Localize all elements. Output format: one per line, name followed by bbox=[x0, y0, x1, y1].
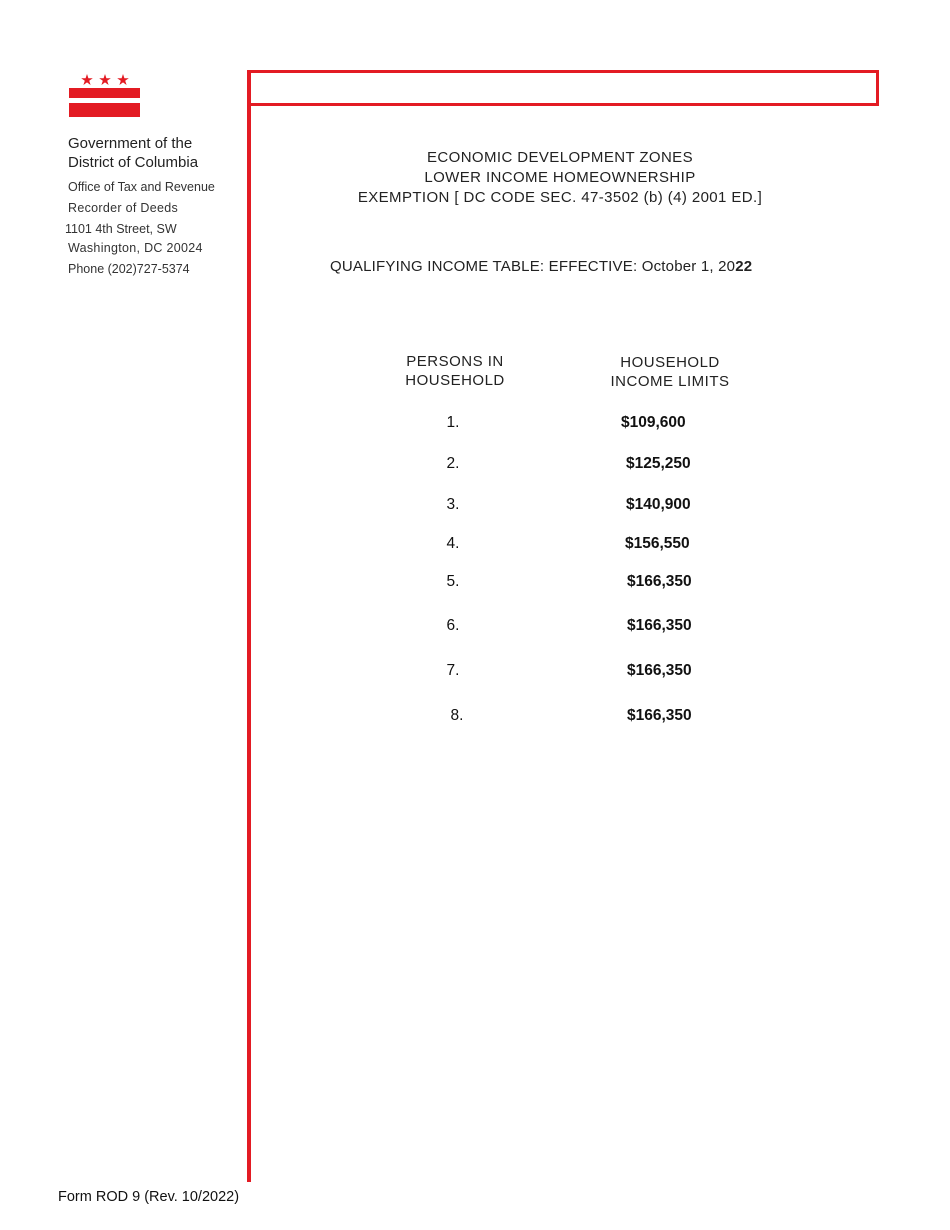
row-persons: 1. bbox=[446, 414, 460, 431]
star-icon bbox=[81, 74, 93, 85]
government-line1: Government of the bbox=[68, 135, 193, 152]
star-icons bbox=[81, 74, 129, 85]
row-income-limit: $125,250 bbox=[626, 455, 691, 472]
row-income-limit: $166,350 bbox=[627, 662, 692, 679]
row-income-limit: $166,350 bbox=[627, 573, 692, 590]
star-icon bbox=[99, 74, 111, 85]
phone-number: Phone (202)727-5374 bbox=[68, 262, 190, 276]
qualifying-effective-line bbox=[330, 258, 752, 275]
header-persons bbox=[385, 352, 525, 390]
flag-bar-bottom bbox=[69, 103, 140, 117]
row-persons: 3. bbox=[446, 496, 460, 513]
header-persons-line1: PERSONS IN bbox=[406, 353, 504, 370]
header-income bbox=[590, 353, 750, 391]
title-line2: LOWER INCOME HOMEOWNERSHIP bbox=[424, 169, 696, 186]
dc-flag-logo bbox=[69, 72, 141, 118]
division-name: Recorder of Deeds bbox=[68, 201, 179, 215]
row-persons: 7. bbox=[446, 662, 460, 679]
red-vertical-rule bbox=[247, 70, 251, 1182]
government-line2: District of Columbia bbox=[68, 154, 199, 171]
row-persons: 2. bbox=[446, 455, 460, 472]
title-line3: EXEMPTION [ DC CODE SEC. 47-3502 (b) (4) 2001 ED.] bbox=[357, 189, 763, 206]
street-address: 1101 4th Street, SW bbox=[65, 222, 177, 236]
red-header-box bbox=[247, 70, 879, 106]
government-name bbox=[68, 134, 198, 172]
row-persons: 6. bbox=[446, 617, 460, 634]
header-income-line2: INCOME LIMITS bbox=[610, 373, 730, 390]
row-income-limit: $166,350 bbox=[627, 707, 692, 724]
city-address: Washington, DC 20024 bbox=[68, 241, 203, 255]
header-persons-line2: HOUSEHOLD bbox=[405, 372, 505, 389]
flag-bar-top bbox=[69, 88, 140, 98]
star-icon bbox=[117, 74, 129, 85]
document-title bbox=[300, 148, 820, 208]
row-persons: 4. bbox=[446, 535, 460, 552]
effective-date-suffix: 22 bbox=[735, 258, 753, 275]
effective-date-prefix: October 1, 20 bbox=[641, 258, 736, 275]
row-income-limit: $140,900 bbox=[626, 496, 691, 513]
row-income-limit: $109,600 bbox=[621, 414, 686, 431]
form-id-footer: Form ROD 9 (Rev. 10/2022) bbox=[58, 1189, 240, 1205]
row-persons: 5. bbox=[446, 573, 460, 590]
office-name: Office of Tax and Revenue bbox=[68, 180, 215, 194]
header-income-line1: HOUSEHOLD bbox=[620, 354, 720, 371]
row-income-limit: $156,550 bbox=[625, 535, 690, 552]
row-income-limit: $166,350 bbox=[627, 617, 692, 634]
row-persons: 8. bbox=[450, 707, 464, 724]
qualifying-label: QUALIFYING INCOME TABLE: EFFECTIVE: bbox=[330, 258, 638, 275]
title-line1: ECONOMIC DEVELOPMENT ZONES bbox=[427, 149, 693, 166]
